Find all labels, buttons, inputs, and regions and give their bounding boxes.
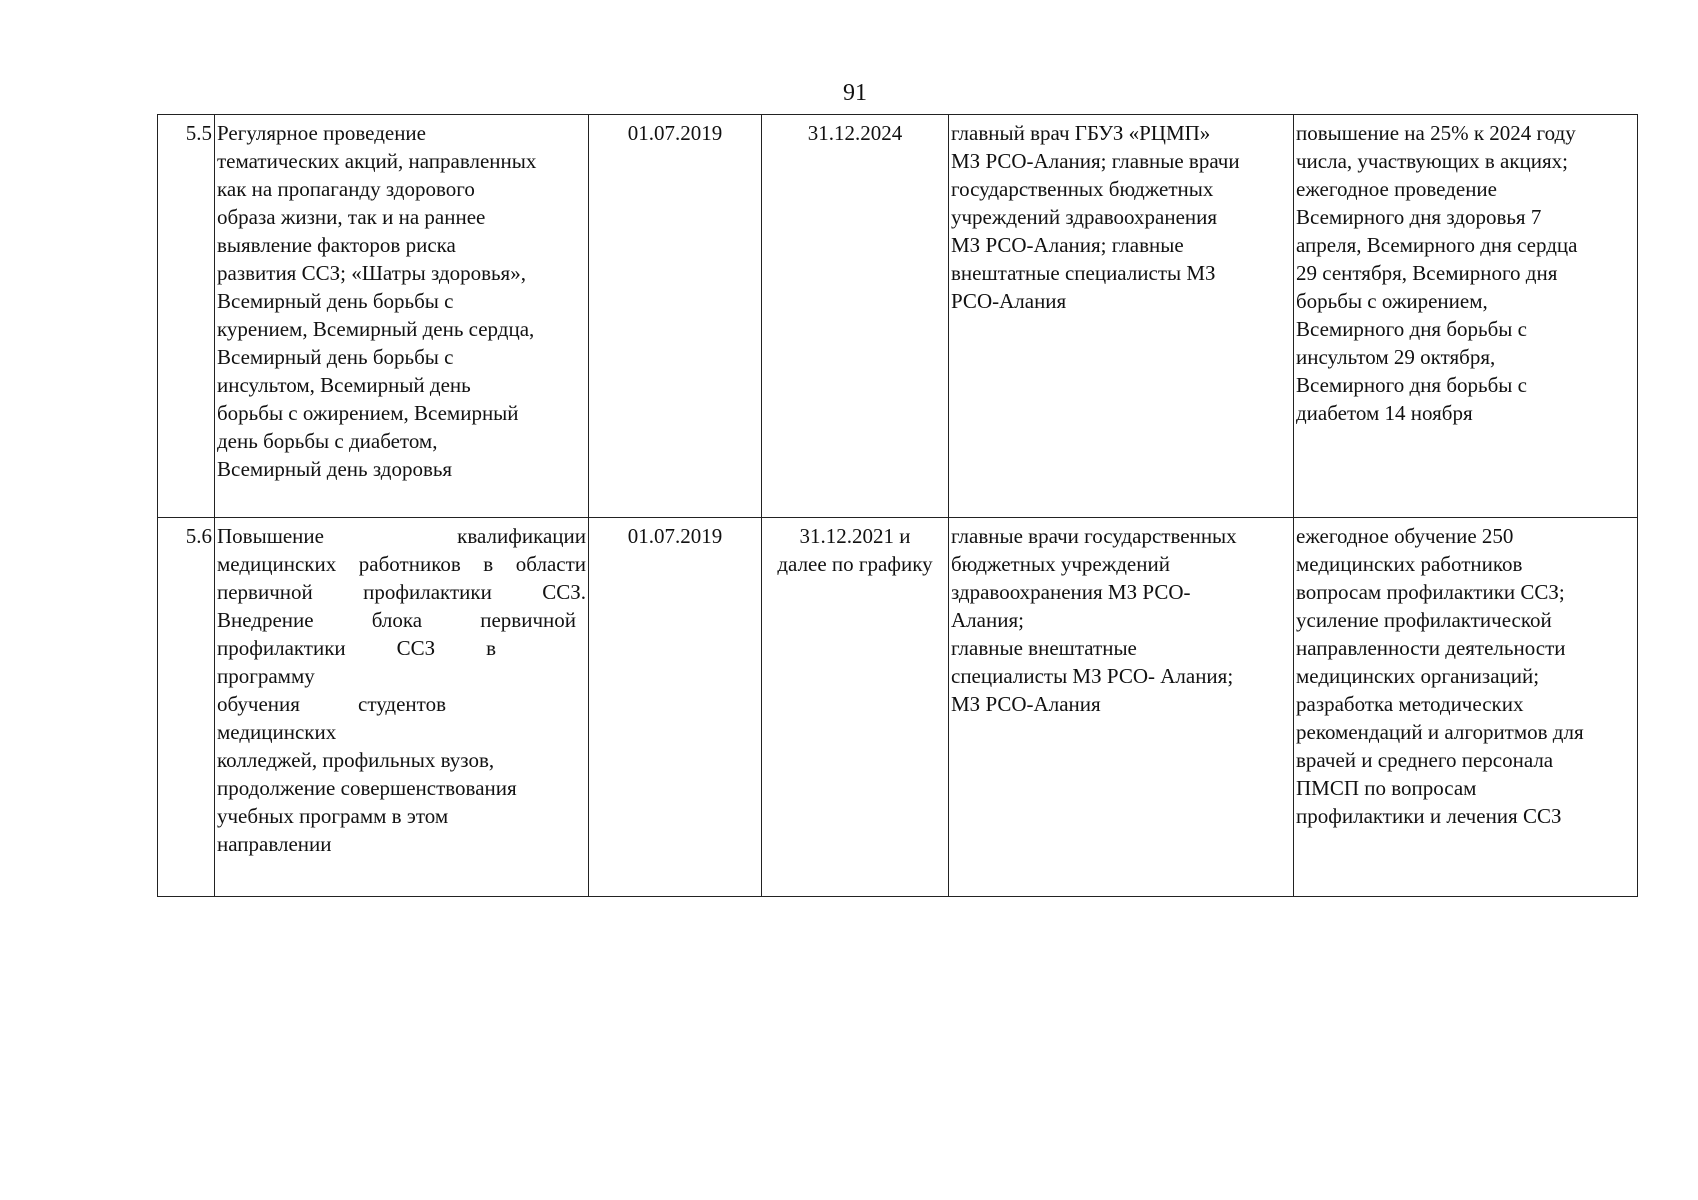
result-line: ежегодное обучение 250 [1296, 524, 1514, 548]
activity-line: профилактики ССЗ в [217, 636, 496, 660]
activity-line: выявление факторов риска [217, 233, 456, 257]
activity-line: курением, Всемирный день сердца, [217, 317, 535, 341]
result-line: направленности деятельности [1296, 636, 1566, 660]
result-line: Всемирного дня борьбы с [1296, 317, 1527, 341]
activity-table [157, 114, 1638, 897]
responsible-line: государственных бюджетных [951, 177, 1214, 201]
result-cell [1294, 518, 1638, 897]
result-line: инсультом 29 октября, [1296, 345, 1496, 369]
activity-line: Всемирный день борьбы с [217, 289, 454, 313]
result-line: усиление профилактической [1296, 608, 1552, 632]
result-line: числа, участвующих в акциях; [1296, 149, 1569, 173]
activity-line: Всемирный день борьбы с [217, 345, 454, 369]
page-number: 91 [843, 80, 867, 106]
activity-line: обучения студентов [217, 692, 446, 716]
result-line: рекомендаций и алгоритмов для [1296, 720, 1584, 744]
table-row [158, 115, 1638, 518]
start-date: 01.07.2019 [589, 115, 762, 518]
result-line: борьбы с ожирением, [1296, 289, 1488, 313]
result-line: медицинских работников [1296, 552, 1523, 576]
responsible-line: учреждений здравоохранения [951, 205, 1218, 229]
responsible-line: бюджетных учреждений [951, 552, 1170, 576]
end-date: 31.12.2021 и [799, 524, 911, 548]
activity-line: борьбы с ожирением, Всемирный [217, 401, 519, 425]
responsible-line: МЗ РСО-Алания; главные врачи [951, 149, 1240, 173]
result-line: диабетом 14 ноября [1296, 401, 1473, 425]
activity-cell [215, 115, 589, 518]
responsible-cell [949, 115, 1294, 518]
result-line: 29 сентября, Всемирного дня [1296, 261, 1558, 285]
end-date-cell [762, 518, 949, 897]
result-cell [1294, 115, 1638, 518]
activity-line: Повышение квалификации [217, 524, 586, 548]
activity-line: Регулярное проведение [217, 121, 426, 145]
responsible-line: главный врач ГБУЗ «РЦМП» [951, 121, 1211, 145]
table-row [158, 518, 1638, 897]
end-date-cell [762, 115, 949, 518]
start-date: 01.07.2019 [589, 518, 762, 897]
row-number: 5.6 [158, 518, 215, 897]
responsible-line: Алания; [951, 608, 1024, 632]
result-line: ежегодное проведение [1296, 177, 1497, 201]
responsible-line: главные внештатные [951, 636, 1137, 660]
activity-line: первичной профилактики ССЗ. [217, 580, 586, 604]
result-line: ПМСП по вопросам [1296, 776, 1477, 800]
activity-line: Внедрение блока первичной [217, 608, 576, 632]
result-line: апреля, Всемирного дня сердца [1296, 233, 1578, 257]
activity-line: Всемирный день здоровья [217, 457, 453, 481]
responsible-cell [949, 518, 1294, 897]
result-line: профилактики и лечения ССЗ [1296, 804, 1562, 828]
end-date: 31.12.2024 [807, 121, 903, 145]
result-line: вопросам профилактики ССЗ; [1296, 580, 1565, 604]
activity-line: развития ССЗ; «Шатры здоровья», [217, 261, 526, 285]
result-line: Всемирного дня борьбы с [1296, 373, 1527, 397]
activity-line: медицинских работников в области [217, 552, 586, 576]
result-line: разработка методических [1296, 692, 1524, 716]
responsible-line: МЗ РСО-Алания; главные [951, 233, 1184, 257]
responsible-line: главные врачи государственных [951, 524, 1237, 548]
activity-line: учебных программ в этом [217, 804, 449, 828]
responsible-line: МЗ РСО-Алания [951, 692, 1101, 716]
activity-line: направлении [217, 832, 332, 856]
activity-line: инсультом, Всемирный день [217, 373, 471, 397]
activity-line: тематических акций, направленных [217, 149, 537, 173]
activity-line: как на пропаганду здорового [217, 177, 475, 201]
activity-line: колледжей, профильных вузов, [217, 748, 495, 772]
result-line: повышение на 25% к 2024 году [1296, 121, 1576, 145]
activity-cell [215, 518, 589, 897]
activity-line: день борьбы с диабетом, [217, 429, 438, 453]
activity-line: продолжение совершенствования [217, 776, 517, 800]
result-line: врачей и среднего персонала [1296, 748, 1554, 772]
responsible-line: здравоохранения МЗ РСО- [951, 580, 1191, 604]
activity-line: образа жизни, так и на раннее [217, 205, 486, 229]
row-number: 5.5 [158, 115, 215, 518]
result-line: медицинских организаций; [1296, 664, 1540, 688]
responsible-line: РСО-Алания [951, 289, 1067, 313]
end-date-note: далее по графику [777, 552, 933, 576]
result-line: Всемирного дня здоровья 7 [1296, 205, 1542, 229]
activity-line: программу [217, 664, 315, 688]
responsible-line: внештатные специалисты МЗ [951, 261, 1216, 285]
responsible-line: специалисты МЗ РСО- Алания; [951, 664, 1234, 688]
activity-line: медицинских [217, 720, 337, 744]
